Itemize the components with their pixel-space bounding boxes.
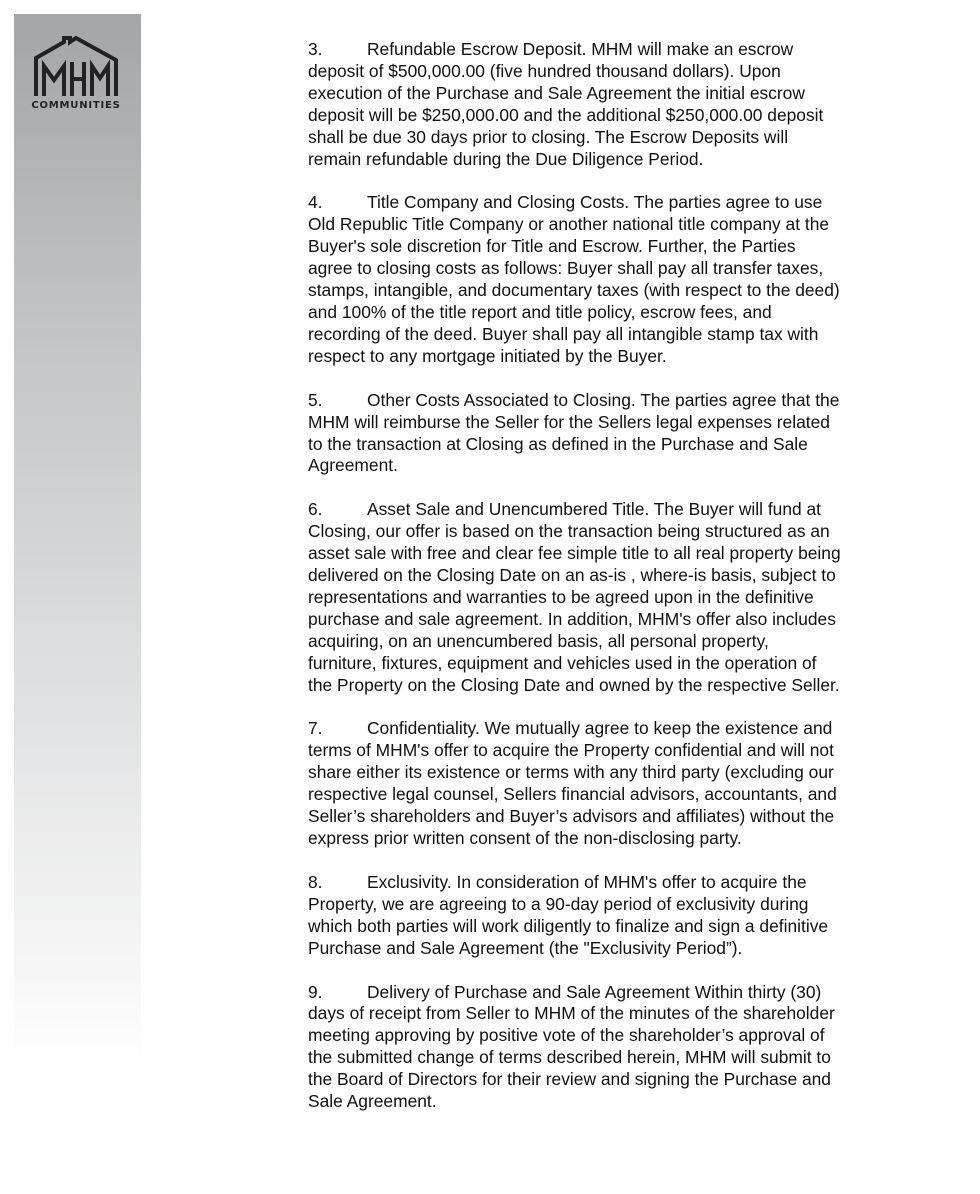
section-6 <box>308 499 898 696</box>
section-number: 5. <box>308 389 323 410</box>
section-number: 4. <box>308 192 323 213</box>
section-text: Asset Sale and Unencumbered Title. The Buyer will fund at Closing, our offer is based on the transaction being structured as an asset sale with free and clear fee simple title to all real property being delivered on the Closing Date on an as-is , where-is basis, subject to representations and warranties to be agreed upon in the definitive purchase and sale agreement. In addition, MHM's offer also includes acquiring, on an unencumbered basis, all personal property, furniture, fixtures, equipment and vehicles used in the operation of the Property on the Closing Date and owned by the respective Seller. <box>308 499 841 695</box>
mhm-communities-logo <box>24 36 128 116</box>
section-text: Title Company and Closing Costs. The parties agree to use Old Republic Title Company or another national title company at the Buyer's sole discretion for Title and Escrow. Further, the Parties agree to closing costs as follows: Buyer shall pay all transfer taxes, stamps, intangible, and documentary taxes (with respect to the deed) and 100% of the title report and title policy, escrow fees, and recording of the deed. Buyer shall pay all intangible stamp tax with respect to any mortgage initiated by the Buyer. <box>308 192 840 366</box>
section-8 <box>308 872 898 960</box>
section-number: 7. <box>308 718 323 739</box>
section-number: 9. <box>308 981 323 1002</box>
section-text: Exclusivity. In consideration of MHM's offer to acquire the Property, we are agreeing to a 90-day period of exclusivity during which both parties will work diligently to finalize and sign a definitive Purchase and Sale Agreement (the "Exclusivity Period”). <box>308 871 829 958</box>
section-9 <box>308 982 898 1113</box>
side-gradient-bar <box>14 14 141 1074</box>
section-text: Refundable Escrow Deposit. MHM will make an escrow deposit of $500,000.00 (five hundred thousand dollars). Upon execution of the Purchase and Sale Agreement the initial escrow deposit will be $250,000.00 and the additional $250,000.00 deposit shall be due 30 days prior to closing. The Escrow Deposits will remain refundable during the Due Diligence Period. <box>308 39 824 169</box>
section-text: Delivery of Purchase and Sale Agreement Within thirty (30) days of receipt from Seller to MHM of the minutes of the shareholder meeting approving by positive vote of the shareholder’s approval of the submitted change of terms described herein, MHM will submit to the Board of Directors for their review and signing the Purchase and Sale Agreement. <box>308 981 835 1112</box>
house-logo-icon <box>24 36 128 100</box>
section-7 <box>308 718 898 849</box>
section-4 <box>308 192 898 367</box>
logo-subtitle: COMMUNITIES <box>31 100 121 111</box>
section-5 <box>308 390 898 478</box>
section-number: 6. <box>308 499 323 520</box>
section-number: 8. <box>308 871 323 892</box>
section-text: Confidentiality. We mutually agree to keep the existence and terms of MHM's offer to acquire the Property confidential and will not share either its existence or terms with any third party (excluding our respective legal counsel, Sellers financial advisors, accountants, and Seller’s shareholders and Buyer’s advisors and affiliates) without the express prior written consent of the non-disclosing party. <box>308 718 837 848</box>
section-3 <box>308 39 898 170</box>
document-body <box>308 39 898 1135</box>
section-text: Other Costs Associated to Closing. The parties agree that the MHM will reimburse the Seller for the Sellers legal expenses related to the transaction at Closing as defined in the Purchase and Sale Agreement. <box>308 389 840 476</box>
section-number: 3. <box>308 39 323 59</box>
